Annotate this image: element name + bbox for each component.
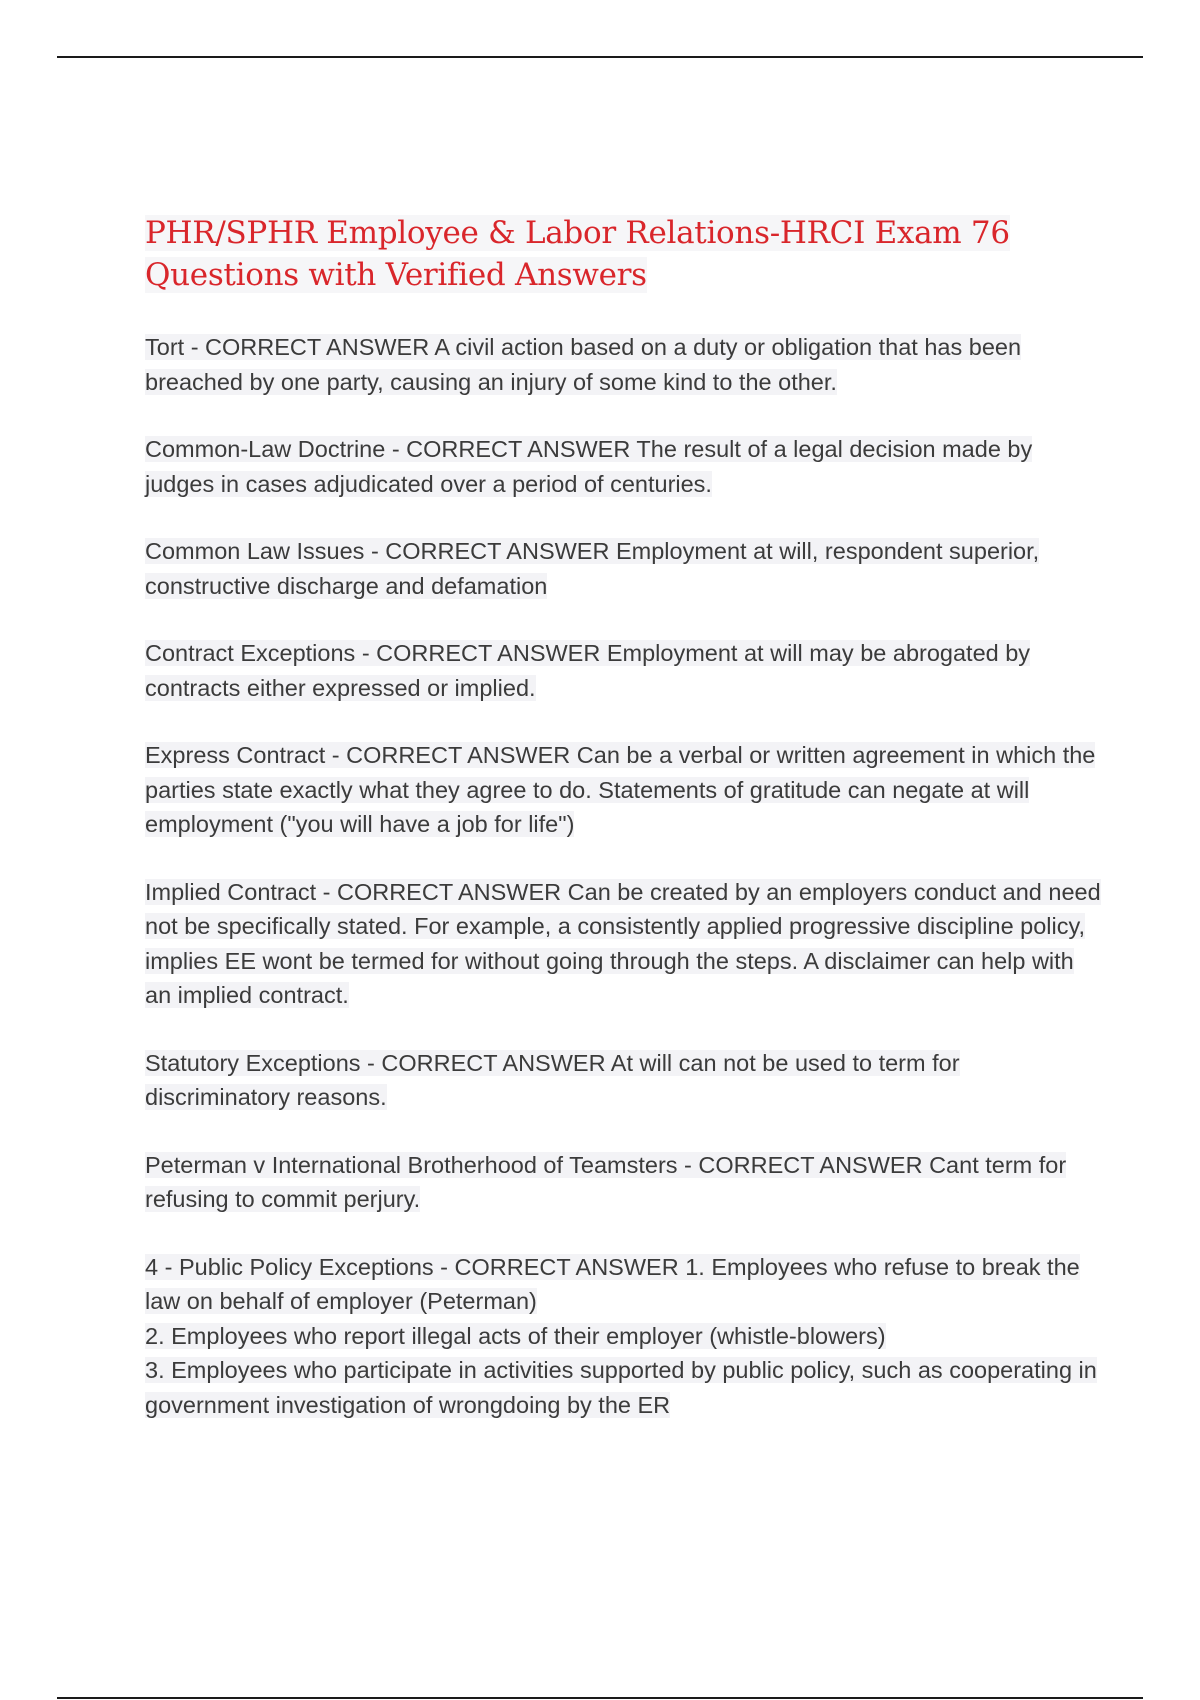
qa-text: Peterman v International Brotherhood of Teamsters - CORRECT ANSWER Cant term for refusing to commit perjury. bbox=[145, 1151, 1067, 1212]
qa-entry bbox=[145, 1148, 1105, 1217]
qa-text: Common-Law Doctrine - CORRECT ANSWER The result of a legal decision made by judges in cases adjudicated over a period of centuries. bbox=[145, 436, 1033, 497]
qa-entry bbox=[145, 636, 1105, 705]
qa-text: Tort - CORRECT ANSWER A civil action based on a duty or obligation that has been breached by one party, causing an injury of some kind to the other. bbox=[145, 334, 1022, 395]
document-body bbox=[145, 212, 1105, 1455]
qa-entry bbox=[145, 534, 1105, 603]
qa-list-item-3: 3. Employees who participate in activities supported by public policy, such as cooperating in government investigation of wrongdoing by the ER bbox=[145, 1357, 1097, 1418]
qa-text: Common Law Issues - CORRECT ANSWER Employment at will, respondent superior, constructive discharge and defamation bbox=[145, 538, 1040, 599]
qa-text: Express Contract - CORRECT ANSWER Can be a verbal or written agreement in which the parties state exactly what they agree to do. Statements of gratitude can negate at will employment ("you will have a job for life") bbox=[145, 742, 1096, 837]
qa-list-item-2: 2. Employees who report illegal acts of their employer (whistle-blowers) bbox=[145, 1322, 886, 1349]
qa-text: Contract Exceptions - CORRECT ANSWER Employment at will may be abrogated by contracts either expressed or implied. bbox=[145, 640, 1031, 701]
qa-text: Implied Contract - CORRECT ANSWER Can be created by an employers conduct and need not be specifically stated. For example, a consistently applied progressive discipline policy, implies EE wont be termed for without going through the steps. A disclaimer can help with an implied contract. bbox=[145, 878, 1101, 1008]
footer-rule bbox=[57, 1697, 1143, 1699]
qa-entry bbox=[145, 330, 1105, 399]
qa-text: 4 - Public Policy Exceptions - CORRECT ANSWER 1. Employees who refuse to break the law on behalf of employer (Peterman) bbox=[145, 1253, 1080, 1314]
qa-entry bbox=[145, 875, 1105, 1013]
qa-entry bbox=[145, 1046, 1105, 1115]
document-title bbox=[145, 212, 1105, 296]
title-line-2: Questions with Verified Answers bbox=[145, 257, 647, 293]
qa-text: Statutory Exceptions - CORRECT ANSWER At will can not be used to term for discriminatory reasons. bbox=[145, 1049, 960, 1110]
title-line-1: PHR/SPHR Employee & Labor Relations-HRCI Exam 76 bbox=[145, 215, 1010, 251]
qa-entry bbox=[145, 432, 1105, 501]
qa-entry bbox=[145, 738, 1105, 842]
qa-entry-list bbox=[145, 1250, 1105, 1423]
header-rule bbox=[57, 56, 1143, 58]
